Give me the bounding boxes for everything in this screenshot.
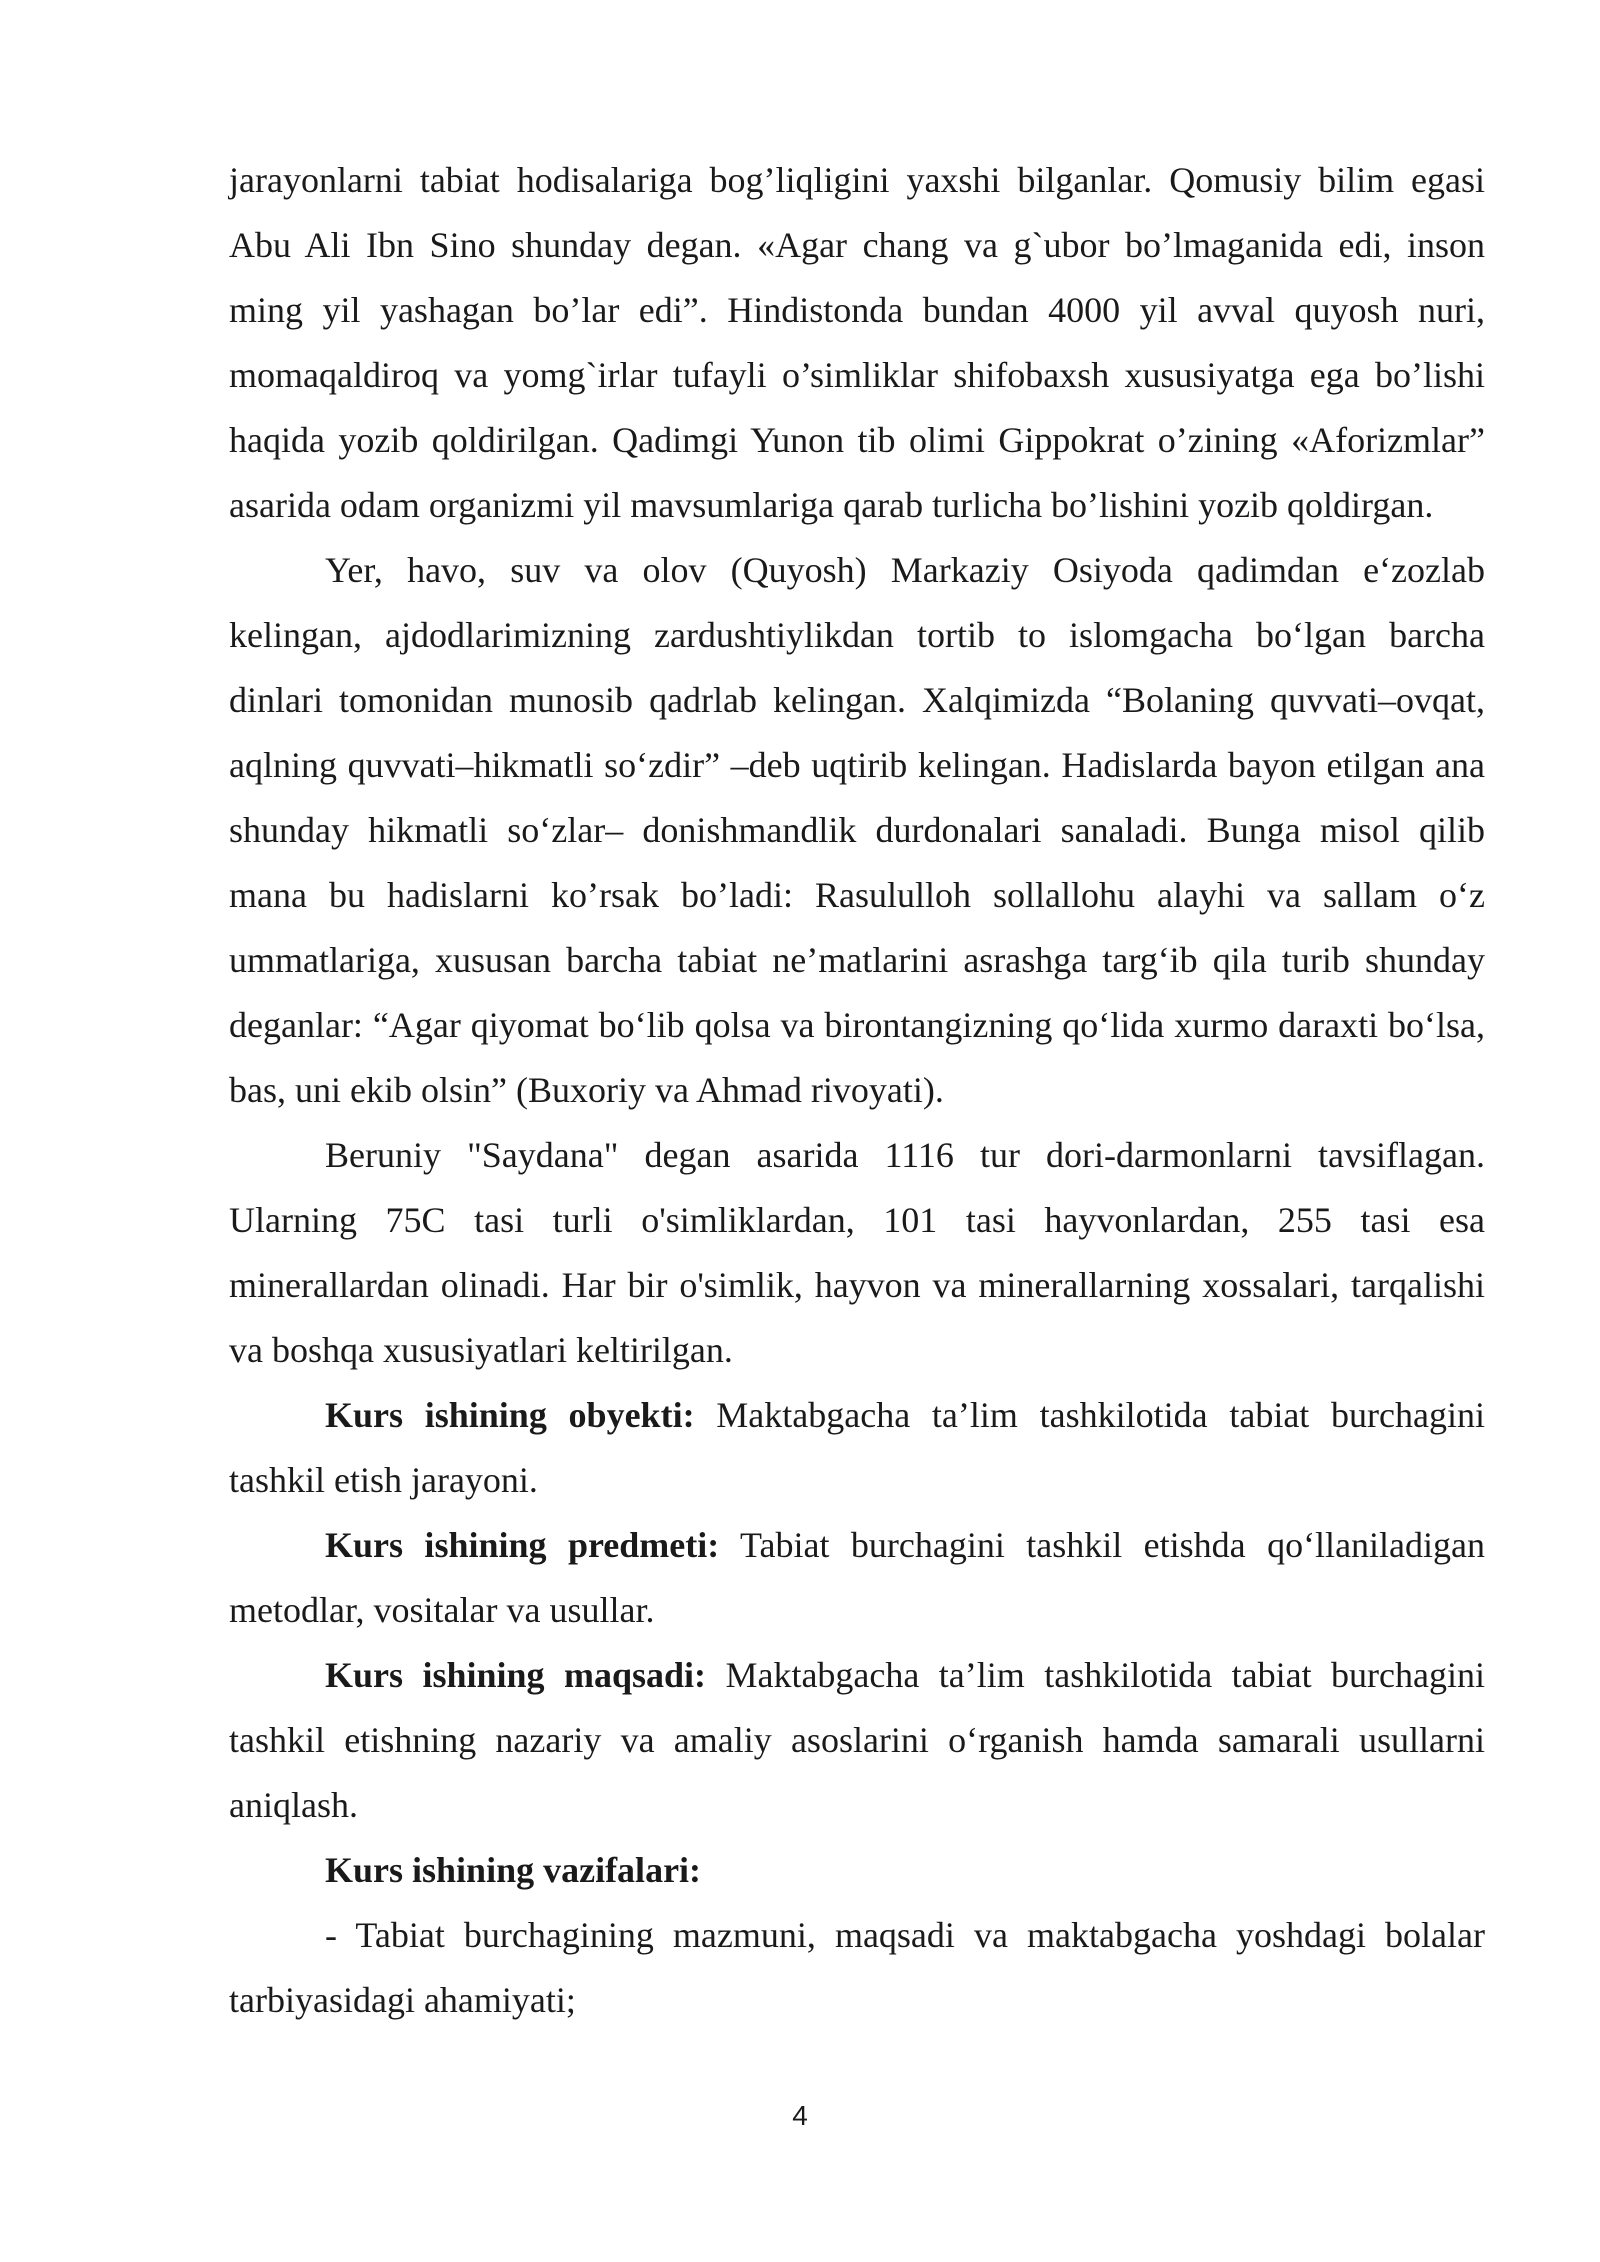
subject-label: Kurs ishining predmeti: xyxy=(325,1525,720,1565)
goal-label: Kurs ishining maqsadi: xyxy=(325,1655,707,1695)
document-page xyxy=(229,148,1485,2033)
task-item: - Tabiat burchagining mazmuni, maqsadi va maktabgacha yoshdagi bolalar tarbiyasidagi ahamiyati; xyxy=(229,1915,1485,2020)
paragraph-central-asia: Yer, havo, suv va olov (Quyosh) Markaziy Osiyoda qadimdan e‘zozlab kelingan, ajdodlarimizning zardushtiylikdan tortib to islomgacha bo‘lgan barcha dinlari tomonidan munosib qadrlab kelingan. Xalqimizda “Bolaning quvvati–ovqat, aqlning quvvati–hikmatli so‘zdir” –deb uqtirib kelingan. Hadislarda bayon etilgan ana shunday hikmatli so‘zlar– donishmandlik durdonalari sanaladi. Bunga misol qilib mana bu hadislarni ko’rsak bo’ladi: Rasululloh sollallohu alayhi va sallam o‘z ummatlariga, xususan barcha tabiat ne’matlarini asrashga targ‘ib qila turib shunday deganlar: “Agar qiyomat bo‘lib qolsa va birontangizning qo‘lida xurmo daraxti bo‘lsa, bas, uni ekib olsin” (Buxoriy va Ahmad rivoyati). xyxy=(229,550,1485,1110)
paragraph-subject xyxy=(229,1513,1485,1643)
tasks-label: Kurs ishining vazifalari: xyxy=(325,1850,702,1890)
paragraph-beruniy: Beruniy "Saydana" degan asarida 1116 tur dori-darmonlarni tavsiflagan. Ularning 75C tasi turli o'simliklardan, 101 tasi hayvonlardan, 255 tasi esa minerallardan olinadi. Har bir o'simlik, hayvon va minerallarning xossalari, tarqalishi va boshqa xususiyatlari keltirilgan. xyxy=(229,1135,1485,1370)
tasks-heading xyxy=(229,1838,1485,1903)
paragraph-goal xyxy=(229,1643,1485,1838)
object-text: Maktabgacha ta’lim tashkilotida tabiat burchagini tashkil etish jarayoni. xyxy=(229,1395,1485,1500)
subject-text: Tabiat burchagini tashkil etishda qo‘llaniladigan metodlar, vositalar va usullar. xyxy=(229,1525,1486,1630)
page-number: 4 xyxy=(792,2100,808,2131)
goal-text: Maktabgacha ta’lim tashkilotida tabiat burchagini tashkil etishning nazariy va amaliy asoslarini o‘rganish hamda samarali usullarni aniqlash. xyxy=(229,1655,1485,1825)
paragraph-continuation: jarayonlarni tabiat hodisalariga bog’liqligini yaxshi bilganlar. Qomusiy bilim egasi Abu Ali Ibn Sino shunday degan. «Agar chang va g`ubor bo’lmaganida edi, inson ming yil yashagan bo’lar edi”. Hindistonda bundan 4000 yil avval quyosh nuri, momaqaldiroq va yomg`irlar tufayli o’simliklar shifobaxsh xususiyatga ega bo’lishi haqida yozib qoldirilgan. Qadimgi Yunon tib olimi Gippokrat o’zining «Aforizmlar” asarida odam organizmi yil mavsumlariga qarab turlicha bo’lishini yozib qoldirgan. xyxy=(229,160,1485,525)
object-label: Kurs ishining obyekti: xyxy=(325,1395,695,1435)
paragraph-object xyxy=(229,1383,1485,1513)
